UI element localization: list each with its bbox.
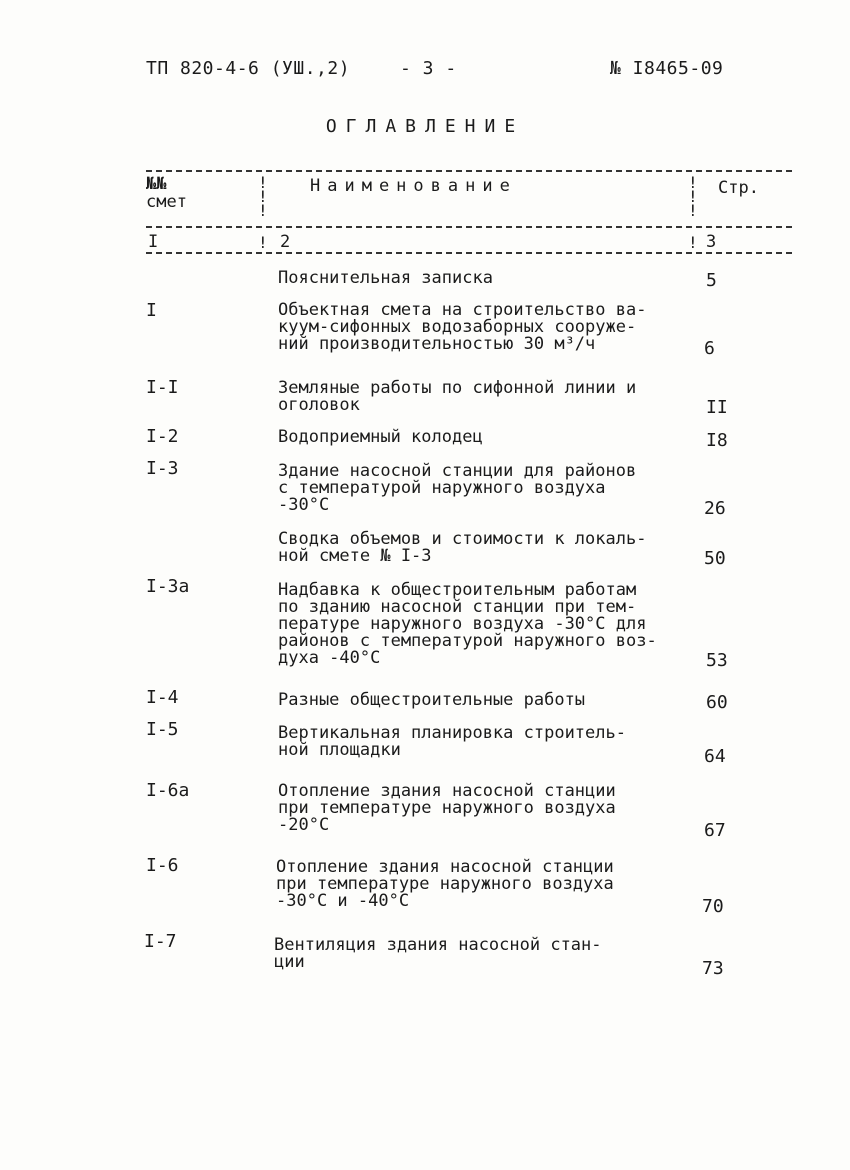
toc-entry-name: Сводка объемов и стоимости к локаль- <box>278 529 647 549</box>
toc-entry-name: ной площадки <box>278 740 401 760</box>
column-separator: ! <box>688 233 698 252</box>
toc-entry-number: I-3 <box>146 458 179 479</box>
column-number-header-l1: №№ <box>146 174 167 194</box>
toc-entry-name: Разные общестроительные работы <box>278 690 586 710</box>
toc-entry-page: 26 <box>704 498 726 519</box>
registration-number: № I8465-09 <box>610 58 724 79</box>
toc-entry-name: -30°С <box>278 495 330 515</box>
toc-entry-number: I-5 <box>146 719 179 740</box>
toc-entry-name: Объектная смета на строительство ва- <box>278 300 647 320</box>
toc-entry-page: 5 <box>706 270 717 291</box>
toc-entry-name: куум-сифонных водозаборных сооруже- <box>278 317 637 337</box>
toc-entry-name: Пояснительная записка <box>278 268 493 288</box>
toc-entry-name: -20°С <box>278 815 330 835</box>
toc-entry-number: I <box>146 300 157 321</box>
header-middle-rule <box>146 226 792 228</box>
toc-entry-page: 64 <box>704 746 726 767</box>
toc-entry-page: 53 <box>706 650 728 671</box>
toc-entry-name: Здание насосной станции для районов <box>278 461 637 481</box>
header-bottom-rule <box>146 252 792 254</box>
toc-entry-number: I-2 <box>146 426 179 447</box>
column-index-3: 3 <box>706 232 717 252</box>
toc-entry-page: 67 <box>704 820 726 841</box>
doc-code: ТП 820-4-6 (УШ.,2) <box>146 58 351 79</box>
toc-entry-page: 70 <box>702 896 724 917</box>
toc-entry-name: Отопление здания насосной станции <box>276 857 614 877</box>
toc-entry-name: духа -40°С <box>278 648 381 668</box>
toc-entry-name: Надбавка к общестроительным работам <box>278 580 637 600</box>
toc-entry-name: пературе наружного воздуха -30°С для <box>278 614 647 634</box>
toc-entry-name: ции <box>274 952 305 972</box>
toc-entry-name: Вентиляция здания насосной стан- <box>274 935 602 955</box>
toc-entry-page: 50 <box>704 548 726 569</box>
toc-entry-name: при температуре наружного воздуха <box>278 798 616 818</box>
column-index-2: 2 <box>280 232 291 252</box>
toc-entry-name: Водоприемный колодец <box>278 427 483 447</box>
toc-entry-name: Отопление здания насосной станции <box>278 781 616 801</box>
page-number: - 3 - <box>400 58 457 79</box>
toc-entry-number: I-7 <box>144 931 177 952</box>
toc-entry-name: Вертикальная планировка строитель- <box>278 723 626 743</box>
toc-entry-number: I-3а <box>146 576 190 597</box>
page-title: ОГЛАВЛЕНИЕ <box>325 116 525 137</box>
column-index-1: I <box>148 232 159 252</box>
toc-entry-name: Земляные работы по сифонной линии и <box>278 378 637 398</box>
toc-entry-name: -30°С и -40°С <box>276 891 410 911</box>
toc-entry-name: при температуре наружного воздуха <box>276 874 614 894</box>
column-page-header: Стр. <box>718 178 759 198</box>
toc-entry-name: районов с температурой наружного воз- <box>278 631 657 651</box>
toc-entry-number: I-4 <box>146 687 179 708</box>
toc-entry-number: I-I <box>146 377 179 398</box>
toc-entry-number: I-6а <box>146 780 190 801</box>
toc-entry-page: I8 <box>706 430 728 451</box>
toc-entry-page: II <box>706 397 728 418</box>
toc-entry-page: 60 <box>706 692 728 713</box>
column-separator: ! ! ! <box>258 173 268 220</box>
column-separator: ! ! ! <box>688 173 698 220</box>
toc-entry-name: ной смете № I-3 <box>278 546 432 566</box>
toc-entry-page: 6 <box>704 338 715 359</box>
column-separator: ! <box>258 233 268 252</box>
toc-entry-name: с температурой наружного воздуха <box>278 478 606 498</box>
toc-entry-name: по зданию насосной станции при тем- <box>278 597 637 617</box>
toc-entry-name: ний производительностью 30 м³/ч <box>278 334 596 354</box>
header-top-rule <box>146 170 792 172</box>
column-number-header-l2: смет <box>146 192 187 212</box>
column-name-header: Наименование <box>310 176 517 196</box>
toc-entry-page: 73 <box>702 958 724 979</box>
toc-entry-name: оголовок <box>278 395 360 415</box>
toc-entry-number: I-6 <box>146 855 179 876</box>
